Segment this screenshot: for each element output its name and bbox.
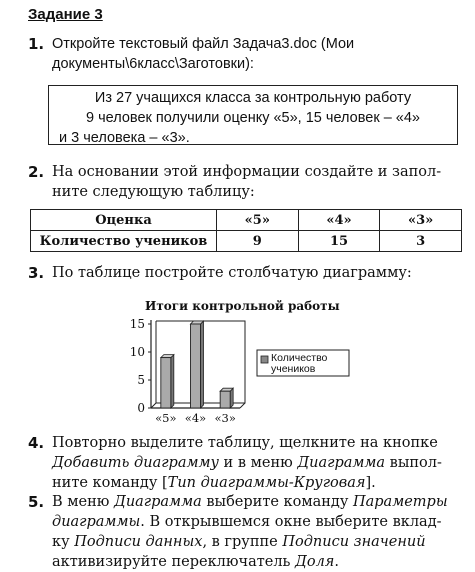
item-5-text [52, 492, 448, 572]
y-tick-label: 15 [129, 317, 145, 331]
item-4-line-3 [52, 473, 442, 493]
item-5-line-4 [52, 552, 448, 572]
italic-term: Подписи данных [74, 534, 203, 550]
table-row-label: Количество учеников [31, 231, 217, 252]
text-span: ]. [365, 475, 376, 491]
item-4-line-2 [52, 453, 442, 473]
bar [191, 324, 201, 408]
text-span: и в меню [218, 455, 298, 471]
italic-term: Диаграмма [114, 494, 202, 510]
frame-line-3: и 3 человека – «3». [59, 130, 190, 146]
italic-term: Подписи значений [282, 534, 426, 550]
italic-term: Параметры [352, 494, 448, 510]
table-header-cell: Оценка [31, 210, 217, 231]
table-cell: 9 [217, 231, 299, 252]
chart-back-wall [151, 321, 156, 408]
item-2-number: 2. [28, 163, 45, 181]
text-span: выберите команду [201, 494, 353, 510]
item-5-line-3 [52, 532, 448, 552]
x-tick-label: «3» [214, 411, 236, 425]
bar [220, 391, 230, 408]
italic-term: диаграммы [52, 514, 141, 530]
item-4-line-1: Повторно выделите таблицу, щелкните на кнопке [52, 435, 438, 451]
table-row [31, 231, 462, 252]
table-cell: 15 [298, 231, 380, 252]
item-1-line-1: Откройте текстовый файл Задача3.doc (Мои [52, 36, 355, 52]
item-4-text [52, 433, 442, 493]
y-tick-label: 0 [137, 401, 145, 415]
table-cell: 3 [380, 231, 462, 252]
italic-term: Диаграмма [297, 455, 386, 471]
legend-swatch [261, 356, 268, 363]
text-span: активизируйте переключатель [52, 554, 296, 570]
text-span: . В открывшемся окне выберите вклад- [140, 514, 442, 530]
item-1-text [52, 34, 354, 74]
italic-term: Добавить диаграмму [52, 455, 219, 471]
frame-line-2: 9 человек получили оценку «5», 15 человек – «4» [85, 110, 420, 126]
italic-term: Доля [295, 554, 335, 570]
task-text-frame [48, 85, 458, 145]
task-title: Задание 3 [28, 6, 103, 23]
text-span: ните команду [ [52, 475, 168, 491]
item-1-line-2: документы\6класс\Заготовки): [52, 56, 254, 72]
y-tick-label: 5 [137, 373, 145, 387]
item-5-line-2 [52, 512, 448, 532]
x-tick-label: «4» [184, 411, 207, 425]
y-tick-label: 10 [129, 345, 145, 359]
text-span: . [334, 554, 340, 570]
item-5-number: 5. [28, 493, 45, 511]
chart-floor-edge [240, 403, 245, 408]
grades-table [30, 209, 462, 252]
item-3-number: 3. [28, 264, 45, 282]
bar [161, 358, 171, 408]
table-header-cell: «5» [217, 210, 299, 231]
item-4-number: 4. [28, 434, 45, 452]
table-row [31, 210, 462, 231]
chart-title: Итоги контрольной работы [145, 299, 340, 313]
text-span: выпол- [385, 455, 442, 471]
legend-label: учеников [271, 363, 316, 375]
x-tick-label: «5» [155, 411, 177, 425]
text-span: В меню [52, 494, 115, 510]
table-header-cell: «4» [298, 210, 380, 231]
text-span: ку [52, 534, 75, 550]
item-3-line-1: По таблице постройте столбчатую диаграмму: [52, 265, 412, 281]
item-1-number: 1. [28, 35, 45, 53]
legend-label: Количество [271, 352, 328, 364]
table-header-cell: «3» [380, 210, 462, 231]
item-5-line-1 [52, 492, 448, 512]
item-2-line-1: На основании этой информации создайте и запол- [52, 164, 442, 180]
text-span: , в группе [202, 534, 283, 550]
italic-term: Тип диаграммы-Круговая [167, 475, 366, 491]
item-2-text [52, 162, 441, 202]
item-2-line-2: ните следующую таблицу: [52, 184, 255, 200]
frame-line-1: Из 27 учащихся класса за контрольную работу [94, 90, 412, 106]
bar-chart [125, 312, 365, 427]
